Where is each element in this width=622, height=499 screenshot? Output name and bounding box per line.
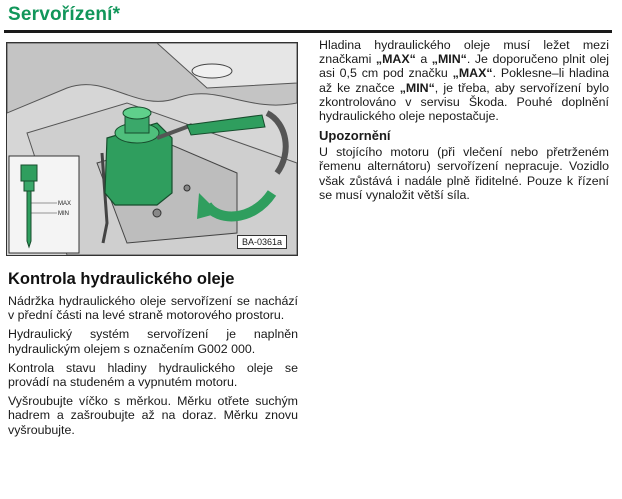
max-mark: „MAX“ [452, 66, 493, 81]
figure-code: BA-0361a [237, 235, 287, 249]
min-mark: „MIN“ [431, 52, 467, 67]
left-column [8, 270, 298, 442]
paragraph-reservoir-location: Nádržka hydraulického oleje servořízení se nachází v přední části na levé straně motorového prostoru. [8, 294, 298, 323]
note-paragraph: U stojícího motoru (při vlečení nebo přetrženém řemenu alternátoru) servořízení nepracuje. Vozidlo však zůstává i nadále plně řiditelné. Pouze k řízení se musí vynaložit větší síla. [319, 145, 609, 202]
paragraph-dipstick-steps: Vyšroubujte víčko s měrkou. Měrku otřete suchým hadrem a zašroubujte až na doraz. Měrku znovu vyšroubujte. [8, 394, 298, 437]
inset-max-label: MAX [58, 201, 72, 207]
page-title: Servořízení* [8, 4, 121, 25]
text-segment: . Je doporučeno plnit olej asi 0,5 cm pod značku [319, 52, 609, 81]
engine-illustration [6, 42, 298, 256]
text-segment: , je třeba, aby servořízení bylo zkontrolováno v servisu Škoda. Pouhé doplnění hydraulického oleje nepostačuje. [319, 80, 609, 124]
text-segment: . Poklesne–li hladina až ke značce [319, 66, 609, 95]
paragraph-oil-spec: Hydraulický systém servořízení je naplněn hydraulickým olejem s označením G002 000. [8, 327, 298, 356]
text-segment: Hladina hydraulického oleje musí ležet mezi značkami [319, 38, 609, 67]
text-segment: a [415, 52, 432, 67]
note-heading: Upozornění [319, 128, 391, 144]
inset-min-label: MIN [58, 211, 69, 217]
paragraph-oil-level [319, 38, 609, 123]
min-mark: „MIN“ [399, 80, 435, 95]
title-divider [4, 30, 612, 33]
max-mark: „MAX“ [375, 52, 416, 67]
engine-drawing [7, 43, 297, 255]
section-heading: Kontrola hydraulického oleje [8, 270, 235, 288]
right-column [319, 38, 609, 207]
paragraph-check-conditions: Kontrola stavu hladiny hydraulického oleje se provádí na studeném a vypnutém motoru. [8, 360, 298, 390]
